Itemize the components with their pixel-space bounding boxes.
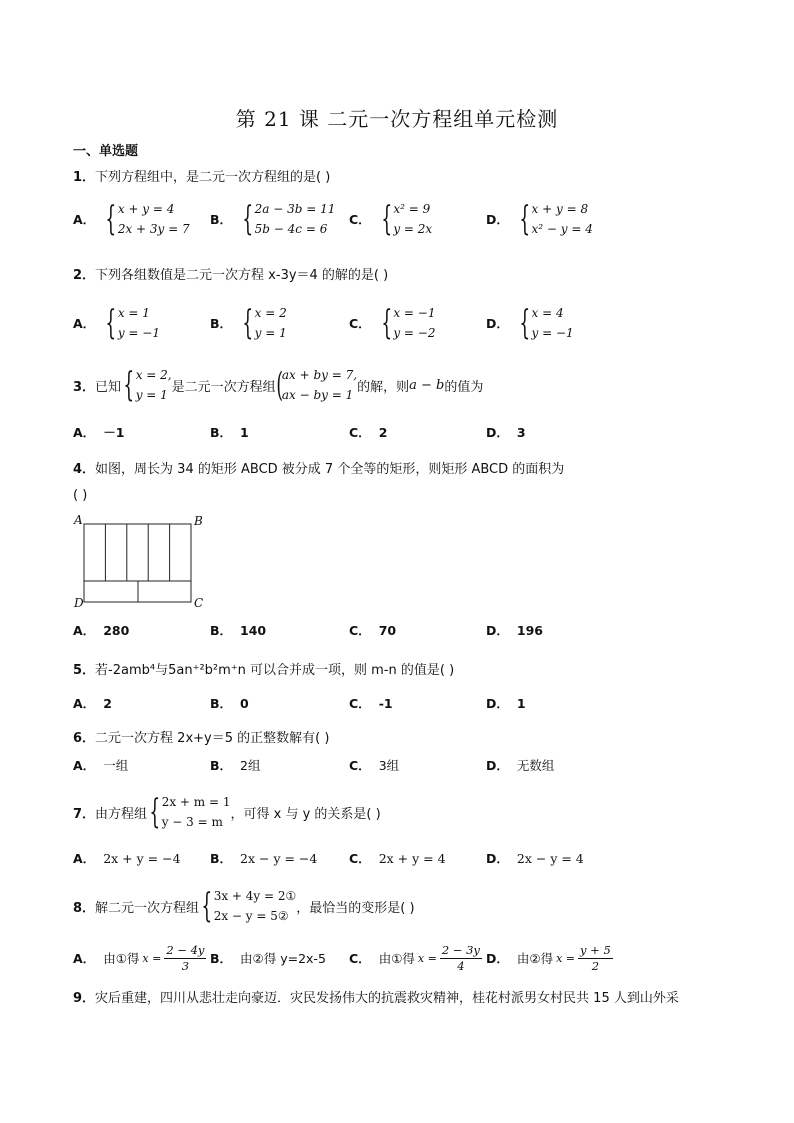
- option-text: 3组: [378, 758, 400, 773]
- question-text: ，可得 x 与 y 的关系是( ): [230, 806, 381, 822]
- option-text: 2组: [240, 758, 261, 773]
- option-a[interactable]: [73, 610, 129, 650]
- option-label: B．: [210, 851, 233, 866]
- question-number: 1．: [73, 170, 96, 185]
- option-d[interactable]: [486, 412, 526, 452]
- option-label: C．: [349, 316, 371, 331]
- option-b[interactable]: [210, 745, 260, 785]
- question-text: 由方程组: [95, 806, 148, 822]
- question-7: [73, 792, 381, 832]
- option-d[interactable]: [486, 610, 543, 650]
- option-label: D．: [486, 425, 509, 440]
- equation-system: ( ax + by = 7, ax − by = 1: [275, 365, 358, 405]
- option-label: A．: [73, 696, 96, 711]
- question-text: 灾后重建，四川从悲壮走向豪迈．灾民发扬伟大的抗震救灾精神，桂花村派男女村民共 15 人到山外采: [95, 991, 679, 1006]
- option-label: C．: [349, 951, 371, 966]
- equation-system: { 2x + m = 1 y − 3 = m: [149, 792, 231, 832]
- option-label: B．: [210, 425, 233, 440]
- question-4: [73, 458, 564, 477]
- question-5-options: [73, 683, 733, 723]
- option-label: D．: [486, 696, 509, 711]
- option-b[interactable]: [210, 683, 249, 723]
- question-text: 下列各组数值是二元一次方程 x-3y＝4 的解的是( ): [95, 268, 389, 283]
- option-text: 由①得: [378, 951, 415, 966]
- question-text: 如图，周长为 34 的矩形 ABCD 被分成 7 个全等的矩形，则矩形 ABCD 的面积为: [95, 462, 565, 477]
- question-2-options: [73, 303, 733, 343]
- question-8-options: [73, 938, 733, 978]
- question-number: 3．: [73, 379, 96, 395]
- option-label: A．: [73, 758, 96, 773]
- option-c[interactable]: [349, 838, 446, 878]
- option-label: A．: [73, 316, 96, 331]
- question-1-options: [73, 199, 733, 239]
- option-label: A．: [73, 425, 96, 440]
- option-text: 2x + y = 4: [378, 850, 446, 866]
- question-text: 的解，则: [357, 379, 410, 395]
- question-6-options: [73, 745, 733, 785]
- question-text: 若-2amb⁴与5an⁺²b²m⁺n 可以合并成一项，则 m-n 的值是( ): [95, 663, 455, 678]
- option-label: C．: [349, 425, 371, 440]
- option-label: B．: [210, 623, 233, 638]
- math-variable: x =: [556, 951, 576, 965]
- option-text: -1: [378, 695, 393, 711]
- option-label: B．: [210, 212, 233, 227]
- option-text: 由①得: [103, 951, 140, 966]
- question-text: ，最恰当的变形是( ): [296, 900, 415, 916]
- option-b[interactable]: [210, 838, 317, 878]
- option-text: 一组: [103, 758, 129, 773]
- option-label: B．: [210, 316, 233, 331]
- equation-system: { x + y = 4 2x + 3y = 7: [105, 199, 190, 239]
- question-number: 2．: [73, 268, 96, 283]
- option-c[interactable]: [349, 610, 396, 650]
- question-3: [73, 365, 483, 405]
- option-a[interactable]: [73, 412, 124, 452]
- option-a[interactable]: [73, 745, 128, 785]
- fraction: $\frac{y + 5}{2}$: [580, 942, 611, 973]
- equation-system: { x = 2, y = 1: [123, 365, 172, 405]
- question-text: 下列方程组中，是二元一次方程组的是( ): [95, 170, 331, 185]
- option-label: C．: [349, 696, 371, 711]
- option-a[interactable]: [73, 683, 112, 723]
- question-4-paren: ( ): [73, 488, 88, 503]
- option-a[interactable]: [73, 938, 206, 978]
- equation-system: { x = 2 y = 1: [242, 303, 287, 343]
- question-number: 7．: [73, 806, 96, 822]
- option-b[interactable]: [210, 938, 326, 978]
- equation-system: { x = −1 y = −2: [381, 303, 436, 343]
- option-text: 1: [240, 424, 249, 440]
- option-d[interactable]: [486, 938, 613, 978]
- question-text: 二元一次方程 2x+y＝5 的正整数解有( ): [95, 731, 330, 746]
- equation-system: { 3x + 4y = 2① 2x − y = 5②: [201, 886, 297, 926]
- option-label: D．: [486, 951, 509, 966]
- math-variable: x =: [142, 951, 162, 965]
- option-c[interactable]: [349, 938, 482, 978]
- math-variable: x =: [417, 951, 437, 965]
- vertex-a-label: A: [74, 513, 83, 527]
- option-label: C．: [349, 623, 371, 638]
- option-label: A．: [73, 623, 96, 638]
- vertex-d-label: D: [74, 596, 84, 610]
- option-label: C．: [349, 851, 371, 866]
- option-text: 3: [516, 424, 526, 440]
- option-b[interactable]: [210, 610, 266, 650]
- option-text: 140: [240, 622, 267, 638]
- option-label: A．: [73, 212, 96, 227]
- option-d[interactable]: [486, 199, 593, 239]
- option-text: 196: [516, 622, 543, 638]
- option-c[interactable]: [349, 745, 399, 785]
- option-label: B．: [210, 951, 233, 966]
- option-label: D．: [486, 758, 509, 773]
- option-text: 1: [516, 695, 526, 711]
- option-text: 由②得 y=2x-5: [240, 951, 326, 966]
- option-label: D．: [486, 623, 509, 638]
- section-heading: 一、单选题: [73, 144, 139, 159]
- question-text: 的值为: [444, 379, 484, 395]
- option-d[interactable]: [486, 745, 554, 785]
- option-text: 由②得: [516, 951, 554, 966]
- option-b[interactable]: [210, 199, 335, 239]
- question-1: [73, 166, 330, 185]
- question-5: [73, 659, 454, 678]
- option-d[interactable]: [486, 303, 574, 343]
- option-c[interactable]: [349, 199, 432, 239]
- option-label: A．: [73, 951, 96, 966]
- option-label: D．: [486, 316, 509, 331]
- option-d[interactable]: [486, 838, 584, 878]
- question-number: 8．: [73, 900, 96, 916]
- math-expression: a − b: [409, 377, 445, 393]
- equation-system: { x² = 9 y = 2x: [381, 199, 433, 239]
- option-label: A．: [73, 851, 96, 866]
- option-c[interactable]: [349, 683, 393, 723]
- rectangle-figure: [72, 513, 212, 613]
- option-text: 2x + y = −4: [103, 850, 181, 866]
- fraction: $\frac{2 - 4y}{3}$: [166, 942, 205, 973]
- option-label: D．: [486, 851, 509, 866]
- question-text: 是二元一次方程组: [171, 379, 276, 395]
- question-text: 解二元一次方程组: [95, 900, 200, 916]
- fraction: $\frac{2 - 3y}{4}$: [441, 942, 480, 973]
- option-label: C．: [349, 758, 371, 773]
- question-number: 5．: [73, 663, 96, 678]
- option-text: 70: [378, 622, 397, 638]
- option-b[interactable]: [210, 412, 249, 452]
- option-label: B．: [210, 758, 233, 773]
- question-number: 4．: [73, 462, 96, 477]
- option-text: 0: [240, 695, 249, 711]
- question-number: 9．: [73, 991, 96, 1006]
- option-c[interactable]: [349, 412, 387, 452]
- option-d[interactable]: [486, 683, 526, 723]
- vertex-b-label: B: [194, 514, 203, 528]
- option-text: 无数组: [516, 758, 555, 773]
- option-a[interactable]: [73, 838, 181, 878]
- option-b[interactable]: [210, 303, 287, 343]
- question-7-options: [73, 838, 733, 878]
- option-label: B．: [210, 696, 233, 711]
- question-number: 6．: [73, 731, 96, 746]
- option-text: 2: [103, 695, 112, 711]
- option-c[interactable]: [349, 303, 435, 343]
- equation-system: { 2a − 3b = 11 5b − 4c = 6: [242, 199, 336, 239]
- option-a[interactable]: [73, 303, 160, 343]
- question-4-options: [73, 610, 733, 650]
- vertex-c-label: C: [194, 596, 204, 610]
- page-title: 第 21 课 二元一次方程组单元检测: [235, 107, 559, 131]
- question-9: [73, 987, 679, 1006]
- equation-system: { x + y = 8 x² − y = 4: [519, 199, 593, 239]
- option-text: 280: [103, 622, 130, 638]
- option-text: －1: [103, 425, 125, 440]
- option-a[interactable]: [73, 199, 190, 239]
- option-text: 2x − y = 4: [516, 850, 584, 866]
- rectangle-diagram: [72, 513, 212, 613]
- option-text: 2: [378, 424, 388, 440]
- option-label: D．: [486, 212, 509, 227]
- equation-system: { x = 4 y = −1: [519, 303, 574, 343]
- equation-system: { x = 1 y = −1: [105, 303, 160, 343]
- question-6: [73, 727, 329, 746]
- question-2: [73, 264, 388, 283]
- question-8: [73, 886, 415, 926]
- question-text: 已知: [95, 379, 122, 395]
- option-label: C．: [349, 212, 371, 227]
- option-text: 2x − y = −4: [240, 850, 318, 866]
- question-3-options: [73, 412, 733, 452]
